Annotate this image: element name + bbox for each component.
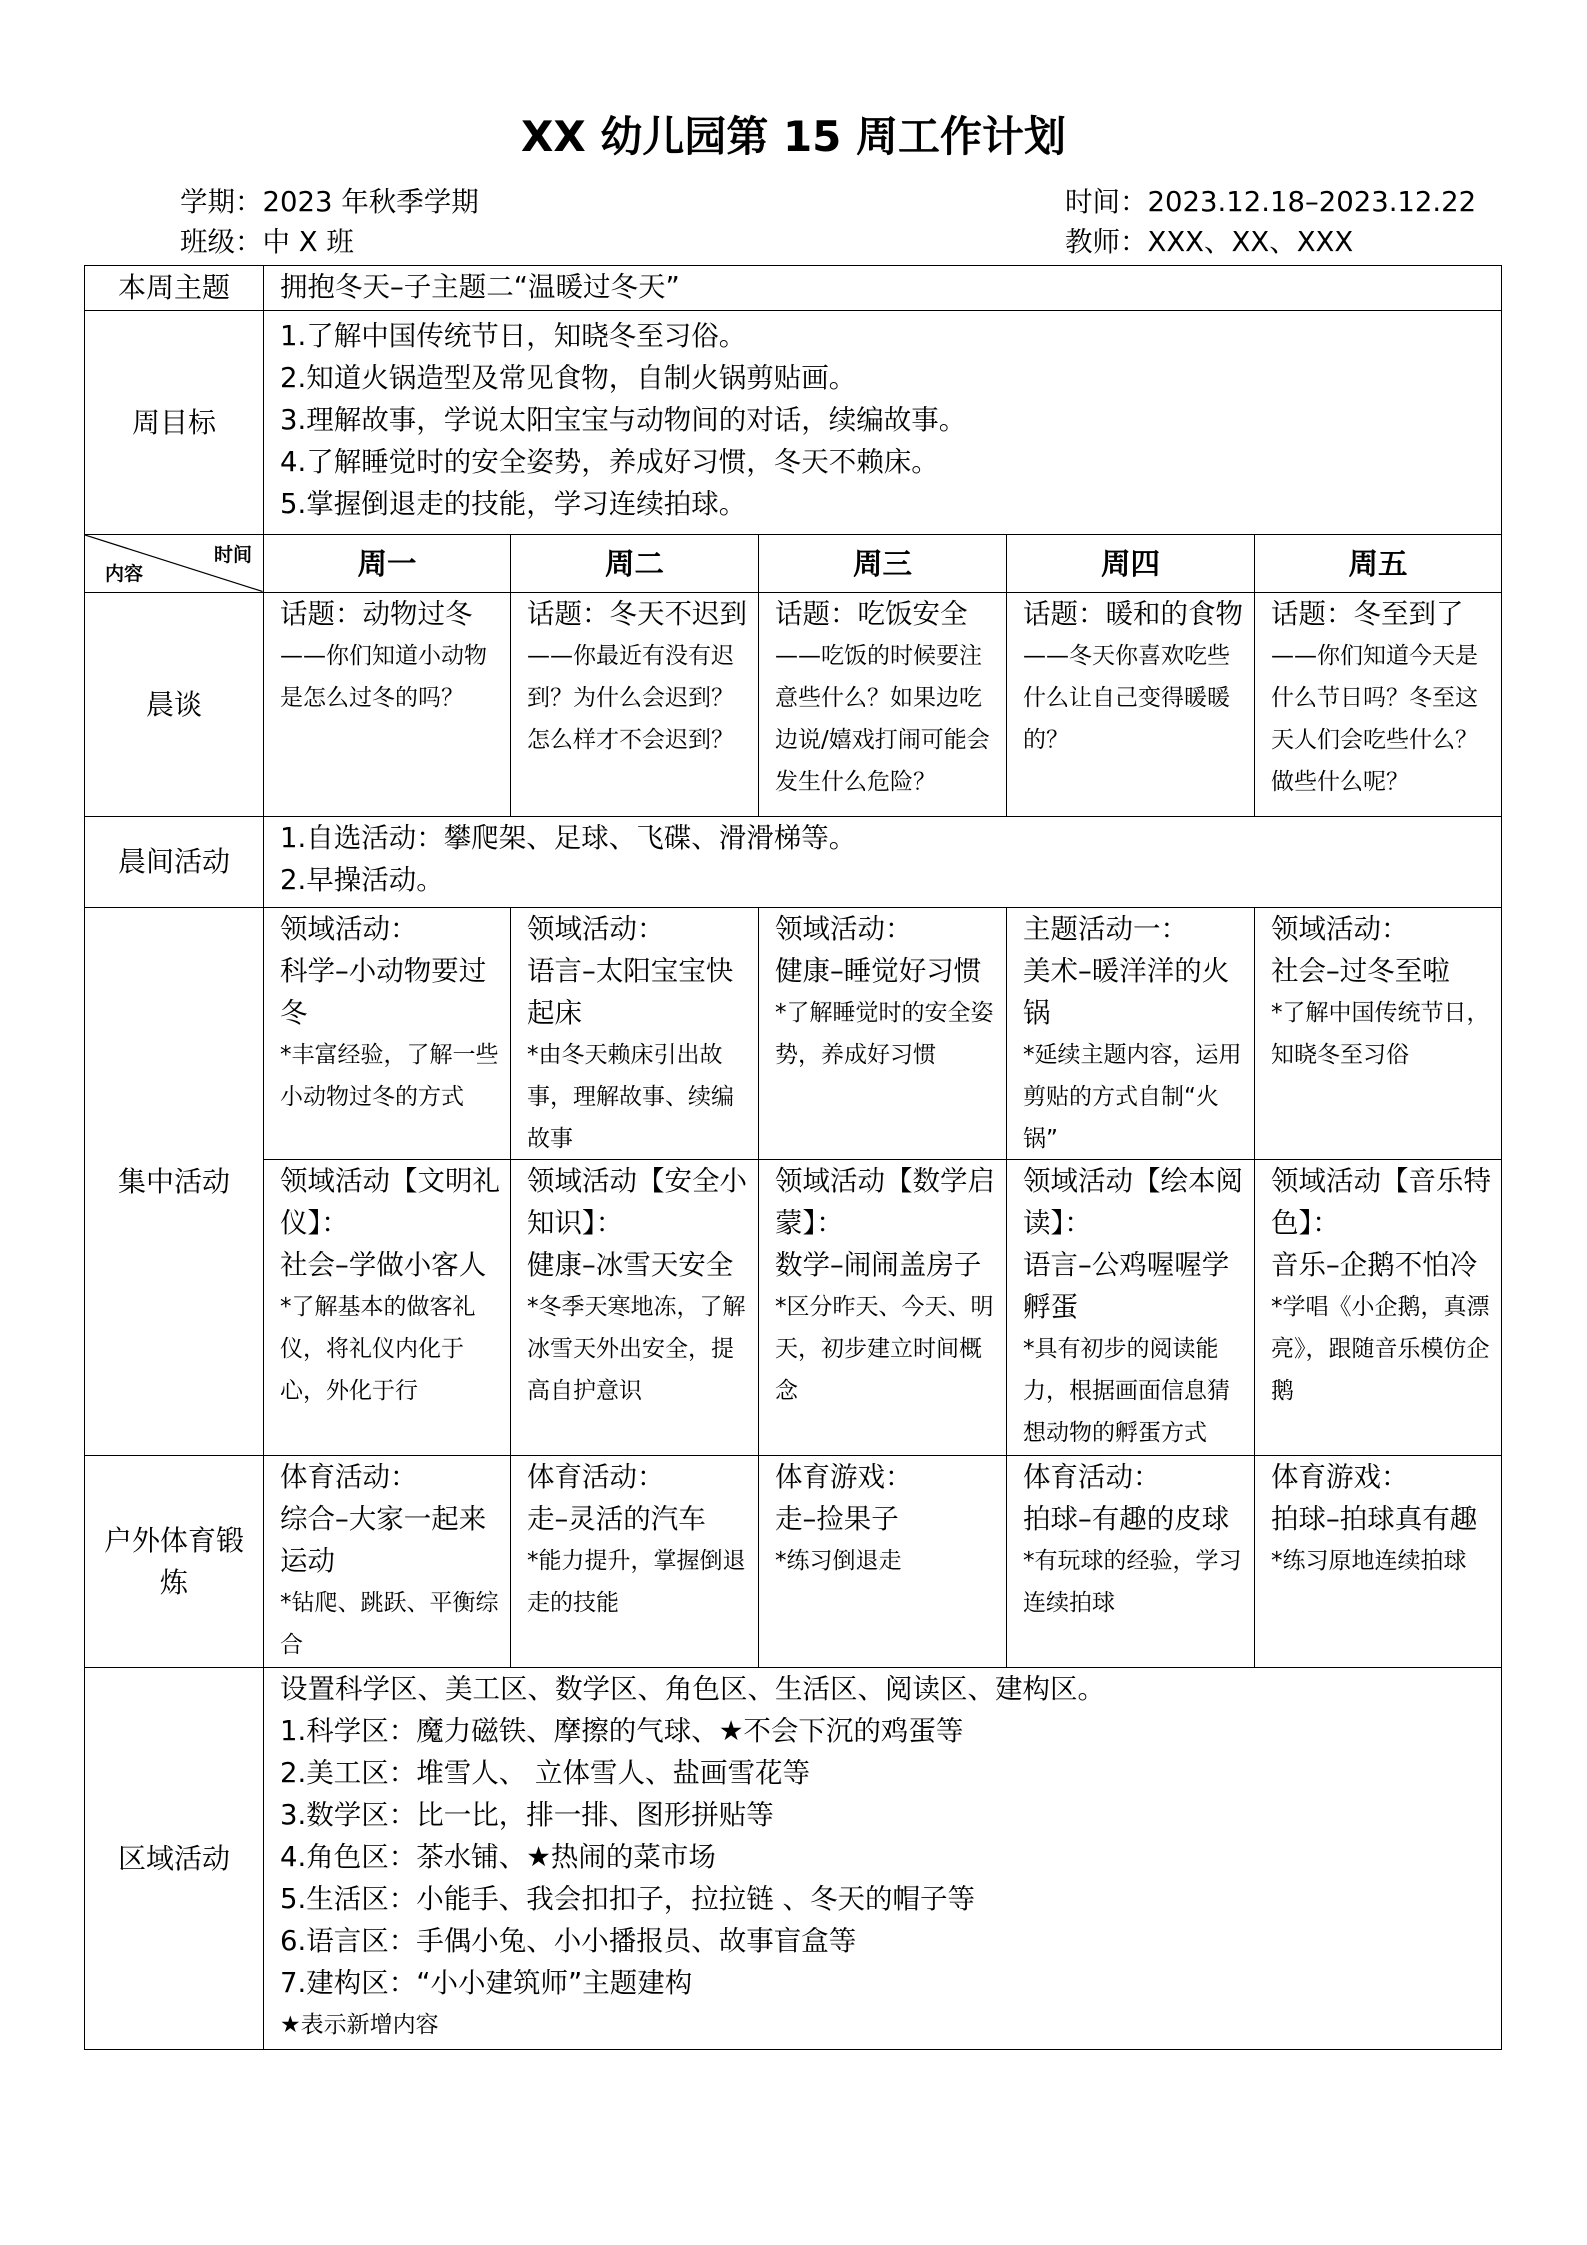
goal-item: 1.了解中国传统节日，知晓冬至习俗。	[280, 320, 747, 352]
activity-title: 社会–过冬至啦	[1271, 955, 1450, 987]
activity-type: 领域活动【安全小知识】：	[527, 1165, 747, 1239]
activity-type: 体育游戏：	[1271, 1461, 1409, 1493]
activity-type: 主题活动一：	[1023, 913, 1188, 945]
activity-type: 体育活动：	[1023, 1461, 1161, 1493]
day-header-mon: 周一	[264, 535, 511, 593]
activity-type: 领域活动【数学启蒙】：	[775, 1165, 995, 1239]
activity-note: *具有初步的阅读能力，根据画面信息猜想动物的孵蛋方式	[1023, 1336, 1230, 1446]
morning-talk-label: 晨谈	[85, 593, 264, 817]
meta-time	[1065, 182, 1476, 222]
group-activity-fri-2	[1255, 1160, 1502, 1456]
group-activity-fri-1	[1255, 908, 1502, 1160]
activity-note: *冬季天寒地冻，了解冰雪天外出安全，提高自护意识	[527, 1294, 746, 1404]
goal-item: 3.理解故事，学说太阳宝宝与动物间的对话，续编故事。	[280, 404, 967, 436]
morning-activity-item: 2.早操活动。	[280, 864, 444, 896]
morning-activity-item: 1.自选活动：攀爬架、足球、飞碟、滑滑梯等。	[280, 822, 857, 854]
morning-talk-wed	[759, 593, 1007, 817]
meta-term-value: 2023 年秋季学期	[262, 186, 479, 218]
activity-type: 领域活动：	[280, 913, 418, 945]
area-item: 2.美工区：堆雪人、 立体雪人、盐画雪花等	[280, 1757, 810, 1789]
activity-note: *区分昨天、今天、明天，初步建立时间概念	[775, 1294, 994, 1404]
activity-title: 综合–大家一起来运动	[280, 1503, 487, 1577]
activity-title: 美术–暖洋洋的火锅	[1023, 955, 1230, 1029]
area-item: 5.生活区：小能手、我会扣扣子，拉拉链 、冬天的帽子等	[280, 1883, 975, 1915]
page-title: XX 幼儿园第 15 周工作计划	[520, 112, 1067, 161]
meta-teachers-value: XXX、XX、XXX	[1147, 226, 1354, 258]
talk-question: ——吃饭的时候要注意些什么？如果边吃边说/嬉戏打闹可能会发生什么危险？	[775, 643, 990, 795]
corner-content-label: 内容	[105, 563, 144, 585]
meta-teachers	[1065, 222, 1353, 262]
activity-note: *丰富经验，了解一些小动物过冬的方式	[280, 1042, 499, 1110]
morning-talk-thu	[1007, 593, 1255, 817]
area-item: 4.角色区：茶水铺、★热闹的菜市场	[280, 1841, 716, 1873]
activity-title: 数学–闹闹盖房子	[775, 1249, 982, 1281]
activity-type: 领域活动【音乐特色】：	[1271, 1165, 1491, 1239]
meta-term-label: 学期：	[180, 186, 263, 218]
morning-talk-mon	[264, 593, 511, 817]
theme-label: 本周主题	[85, 266, 264, 311]
activity-note: *有玩球的经验，学习连续拍球	[1023, 1548, 1242, 1616]
goal-item: 4.了解睡觉时的安全姿势，养成好习惯，冬天不赖床。	[280, 446, 939, 478]
activity-note: *了解中国传统节日，知晓冬至习俗	[1271, 1000, 1490, 1068]
activity-title: 健康–睡觉好习惯	[775, 955, 982, 987]
talk-topic: 话题：暖和的食物	[1023, 598, 1243, 630]
activity-type: 领域活动：	[527, 913, 665, 945]
meta-class-label: 班级：	[180, 226, 263, 258]
areas-intro: 设置科学区、美工区、数学区、角色区、生活区、阅读区、建构区。	[280, 1673, 1105, 1705]
activity-title: 走–灵活的汽车	[527, 1503, 706, 1535]
activity-type: 领域活动：	[775, 913, 913, 945]
activity-title: 音乐–企鹅不怕冷	[1271, 1249, 1478, 1281]
activity-title: 社会–学做小客人	[280, 1249, 487, 1281]
morning-activities-content	[264, 817, 1502, 908]
areas-content	[264, 1668, 1502, 2050]
goal-item: 2.知道火锅造型及常见食物，自制火锅剪贴画。	[280, 362, 857, 394]
activity-type: 体育活动：	[527, 1461, 665, 1493]
area-item: 6.语言区：手偶小兔、小小播报员、故事盲盒等	[280, 1925, 857, 1957]
activity-title: 科学–小动物要过冬	[280, 955, 487, 1029]
talk-question: ——你们知道小动物是怎么过冬的吗？	[280, 643, 487, 711]
group-activity-thu-2	[1007, 1160, 1255, 1456]
area-item: 7.建构区：“小小建筑师”主题建构	[280, 1967, 693, 1999]
activity-title: 语言–公鸡喔喔学孵蛋	[1023, 1249, 1230, 1323]
activity-title: 拍球–拍球真有趣	[1271, 1503, 1478, 1535]
group-activity-tue-1	[511, 908, 759, 1160]
outdoor-fri	[1255, 1456, 1502, 1668]
morning-activities-label: 晨间活动	[85, 817, 264, 908]
meta-time-label: 时间：	[1065, 186, 1148, 218]
group-activity-wed-2	[759, 1160, 1007, 1456]
activity-title: 走–捡果子	[775, 1503, 899, 1535]
area-item: 1.科学区：魔力磁铁、摩擦的气球、★不会下沉的鸡蛋等	[280, 1715, 964, 1747]
areas-footnote: ★表示新增内容	[280, 2012, 439, 2038]
activity-note: *练习原地连续拍球	[1271, 1548, 1467, 1574]
talk-question: ——冬天你喜欢吃些什么让自己变得暖暖的？	[1023, 643, 1230, 753]
activity-type: 领域活动【绘本阅读】：	[1023, 1165, 1243, 1239]
corner-time-label: 时间	[214, 544, 253, 566]
group-activities-label: 集中活动	[85, 908, 264, 1456]
outdoor-wed	[759, 1456, 1007, 1668]
group-activity-mon-2	[264, 1160, 511, 1456]
talk-question: ——你们知道今天是什么节日吗？冬至这天人们会吃些什么？做些什么呢？	[1271, 643, 1478, 795]
morning-talk-fri	[1255, 593, 1502, 817]
activity-note: *延续主题内容，运用剪贴的方式自制“火锅”	[1023, 1042, 1242, 1152]
meta-term	[180, 182, 479, 222]
activity-title: 语言–太阳宝宝快起床	[527, 955, 734, 1029]
meta-time-value: 2023.12.18–2023.12.22	[1147, 186, 1477, 218]
activity-title: 健康–冰雪天安全	[527, 1249, 734, 1281]
outdoor-mon	[264, 1456, 511, 1668]
activity-title: 拍球–有趣的皮球	[1023, 1503, 1230, 1535]
talk-topic: 话题：动物过冬	[280, 598, 473, 630]
activity-note: *学唱《小企鹅，真漂亮》，跟随音乐模仿企鹅	[1271, 1294, 1490, 1404]
goals-label: 周目标	[85, 311, 264, 535]
weekly-plan-table	[84, 265, 1502, 2050]
corner-header-cell	[85, 535, 264, 593]
day-header-wed: 周三	[759, 535, 1007, 593]
areas-label: 区域活动	[85, 1668, 264, 2050]
activity-note: *练习倒退走	[775, 1548, 902, 1574]
activity-type: 体育活动：	[280, 1461, 418, 1493]
talk-topic: 话题：吃饭安全	[775, 598, 968, 630]
theme-value: 拥抱冬天–子主题二“温暖过冬天”	[264, 266, 1502, 311]
day-header-thu: 周四	[1007, 535, 1255, 593]
day-header-tue: 周二	[511, 535, 759, 593]
meta-teachers-label: 教师：	[1065, 226, 1148, 258]
activity-note: *了解睡觉时的安全姿势，养成好习惯	[775, 1000, 994, 1068]
activity-type: 领域活动【文明礼仪】：	[280, 1165, 500, 1239]
activity-note: *了解基本的做客礼仪，将礼仪内化于心，外化于行	[280, 1294, 476, 1404]
activity-note: *能力提升，掌握倒退走的技能	[527, 1548, 746, 1616]
group-activity-wed-1	[759, 908, 1007, 1160]
day-header-fri: 周五	[1255, 535, 1502, 593]
activity-type: 体育游戏：	[775, 1461, 913, 1493]
outdoor-thu	[1007, 1456, 1255, 1668]
activity-note: *钻爬、跳跃、平衡综合	[280, 1590, 499, 1658]
morning-talk-tue	[511, 593, 759, 817]
talk-question: ——你最近有没有迟到？为什么会迟到？怎么样才不会迟到？	[527, 643, 734, 753]
group-activity-tue-2	[511, 1160, 759, 1456]
outdoor-label: 户外体育锻炼	[85, 1456, 264, 1668]
goal-item: 5.掌握倒退走的技能，学习连续拍球。	[280, 488, 747, 520]
meta-class-value: 中 X 班	[262, 226, 354, 258]
activity-note: *由冬天赖床引出故事，理解故事、续编故事	[527, 1042, 734, 1152]
activity-type: 领域活动：	[1271, 913, 1409, 945]
group-activity-mon-1	[264, 908, 511, 1160]
outdoor-tue	[511, 1456, 759, 1668]
talk-topic: 话题：冬至到了	[1271, 598, 1464, 630]
talk-topic: 话题：冬天不迟到	[527, 598, 747, 630]
meta-class	[180, 222, 354, 262]
area-item: 3.数学区：比一比，排一排、图形拼贴等	[280, 1799, 774, 1831]
goals-list	[264, 311, 1502, 535]
group-activity-thu-1	[1007, 908, 1255, 1160]
